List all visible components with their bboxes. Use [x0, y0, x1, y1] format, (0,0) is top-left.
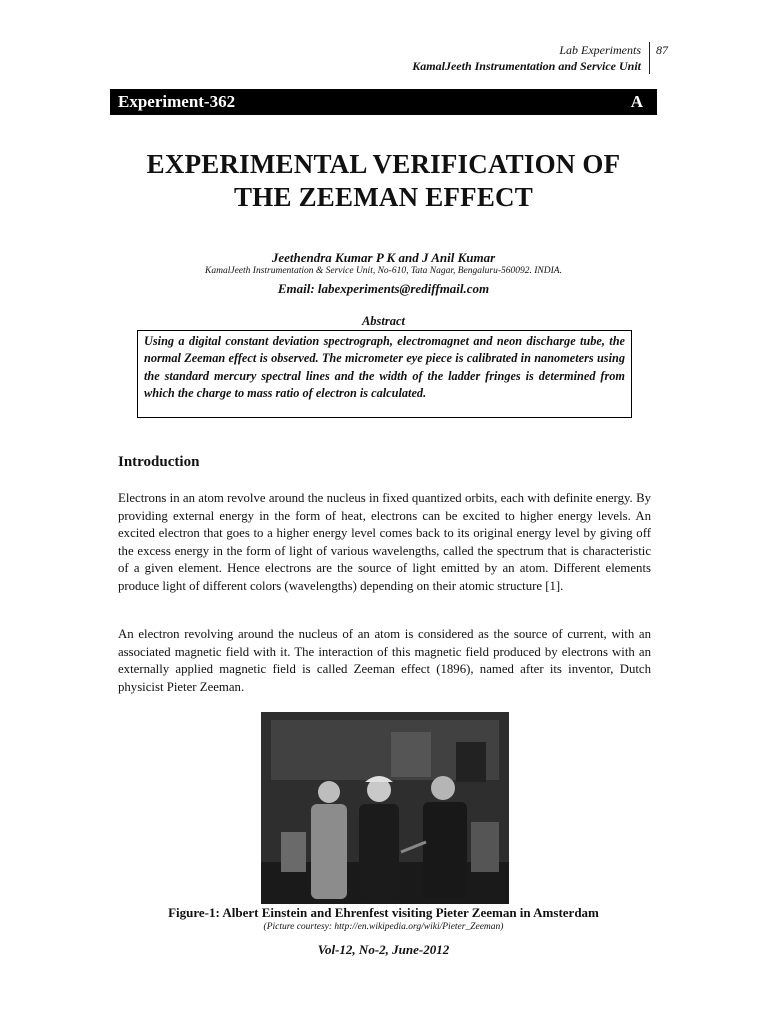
- paper-title-line-1: EXPERIMENTAL VERIFICATION OF: [146, 149, 621, 179]
- figure-courtesy: (Picture courtesy: http://en.wikipedia.org/wiki/Pieter_Zeeman): [263, 922, 504, 932]
- email: Email: labexperiments@rediffmail.com: [277, 281, 490, 296]
- abstract-text: Using a digital constant deviation spectrograph, electromagnet and neon discharge tube, the normal Zeeman effect is observed. The micrometer eye piece is calibrated in nanometers using the standard mercury spectral lines and the width of the ladder fringes is determined from which the charge to mass ratio of electron is calculated.: [137, 330, 632, 418]
- introduction-paragraph-1: Electrons in an atom revolve around the nucleus in fixed quantized orbits, each with definite energy. By providing external energy in the form of heat, electrons can be excited to higher energy levels. An excited electron that goes to a higher energy level comes back to its original energy level by giving off the excess energy in the form of light of various wavelengths, called the spectrum that is characteristic of a given element. Hence electrons are the source of light emitted by an atom. Different elements produce light of different colors (wavelengths) depending on their atomic structure [1].: [118, 491, 651, 593]
- experiment-code: A: [630, 92, 643, 111]
- affiliation: KamalJeeth Instrumentation & Service Unit, No-610, Tata Nagar, Bengaluru-560092. INDIA.: [205, 266, 562, 276]
- experiment-label: Experiment-362: [118, 92, 236, 111]
- introduction-paragraph-2: An electron revolving around the nucleus of an atom is considered as the source of current, with an associated magnetic field with it. The interaction of this magnetic field produced by electrons with an externally applied magnetic field is called Zeeman effect (1896), named after its inventor, Dutch physicist Pieter Zeeman.: [118, 627, 651, 694]
- running-head-series: Lab Experiments: [559, 43, 641, 57]
- running-head-unit: KamalJeeth Instrumentation and Service Unit: [412, 59, 641, 73]
- figure-caption: Figure-1: Albert Einstein and Ehrenfest visiting Pieter Zeeman in Amsterdam: [168, 905, 599, 920]
- authors: Jeethendra Kumar P K and J Anil Kumar: [271, 250, 496, 265]
- paper-title: [110, 148, 657, 214]
- introduction-heading: Introduction: [118, 454, 200, 470]
- experiment-bar: [110, 89, 657, 115]
- page-number: 87: [656, 43, 668, 57]
- running-head: [412, 42, 650, 74]
- footer-issue: Vol-12, No-2, June-2012: [317, 942, 450, 957]
- photo-illustration: [261, 712, 509, 904]
- paper-title-line-2: THE ZEEMAN EFFECT: [234, 182, 533, 212]
- abstract-heading: Abstract: [361, 314, 406, 328]
- figure-photo: [261, 712, 509, 904]
